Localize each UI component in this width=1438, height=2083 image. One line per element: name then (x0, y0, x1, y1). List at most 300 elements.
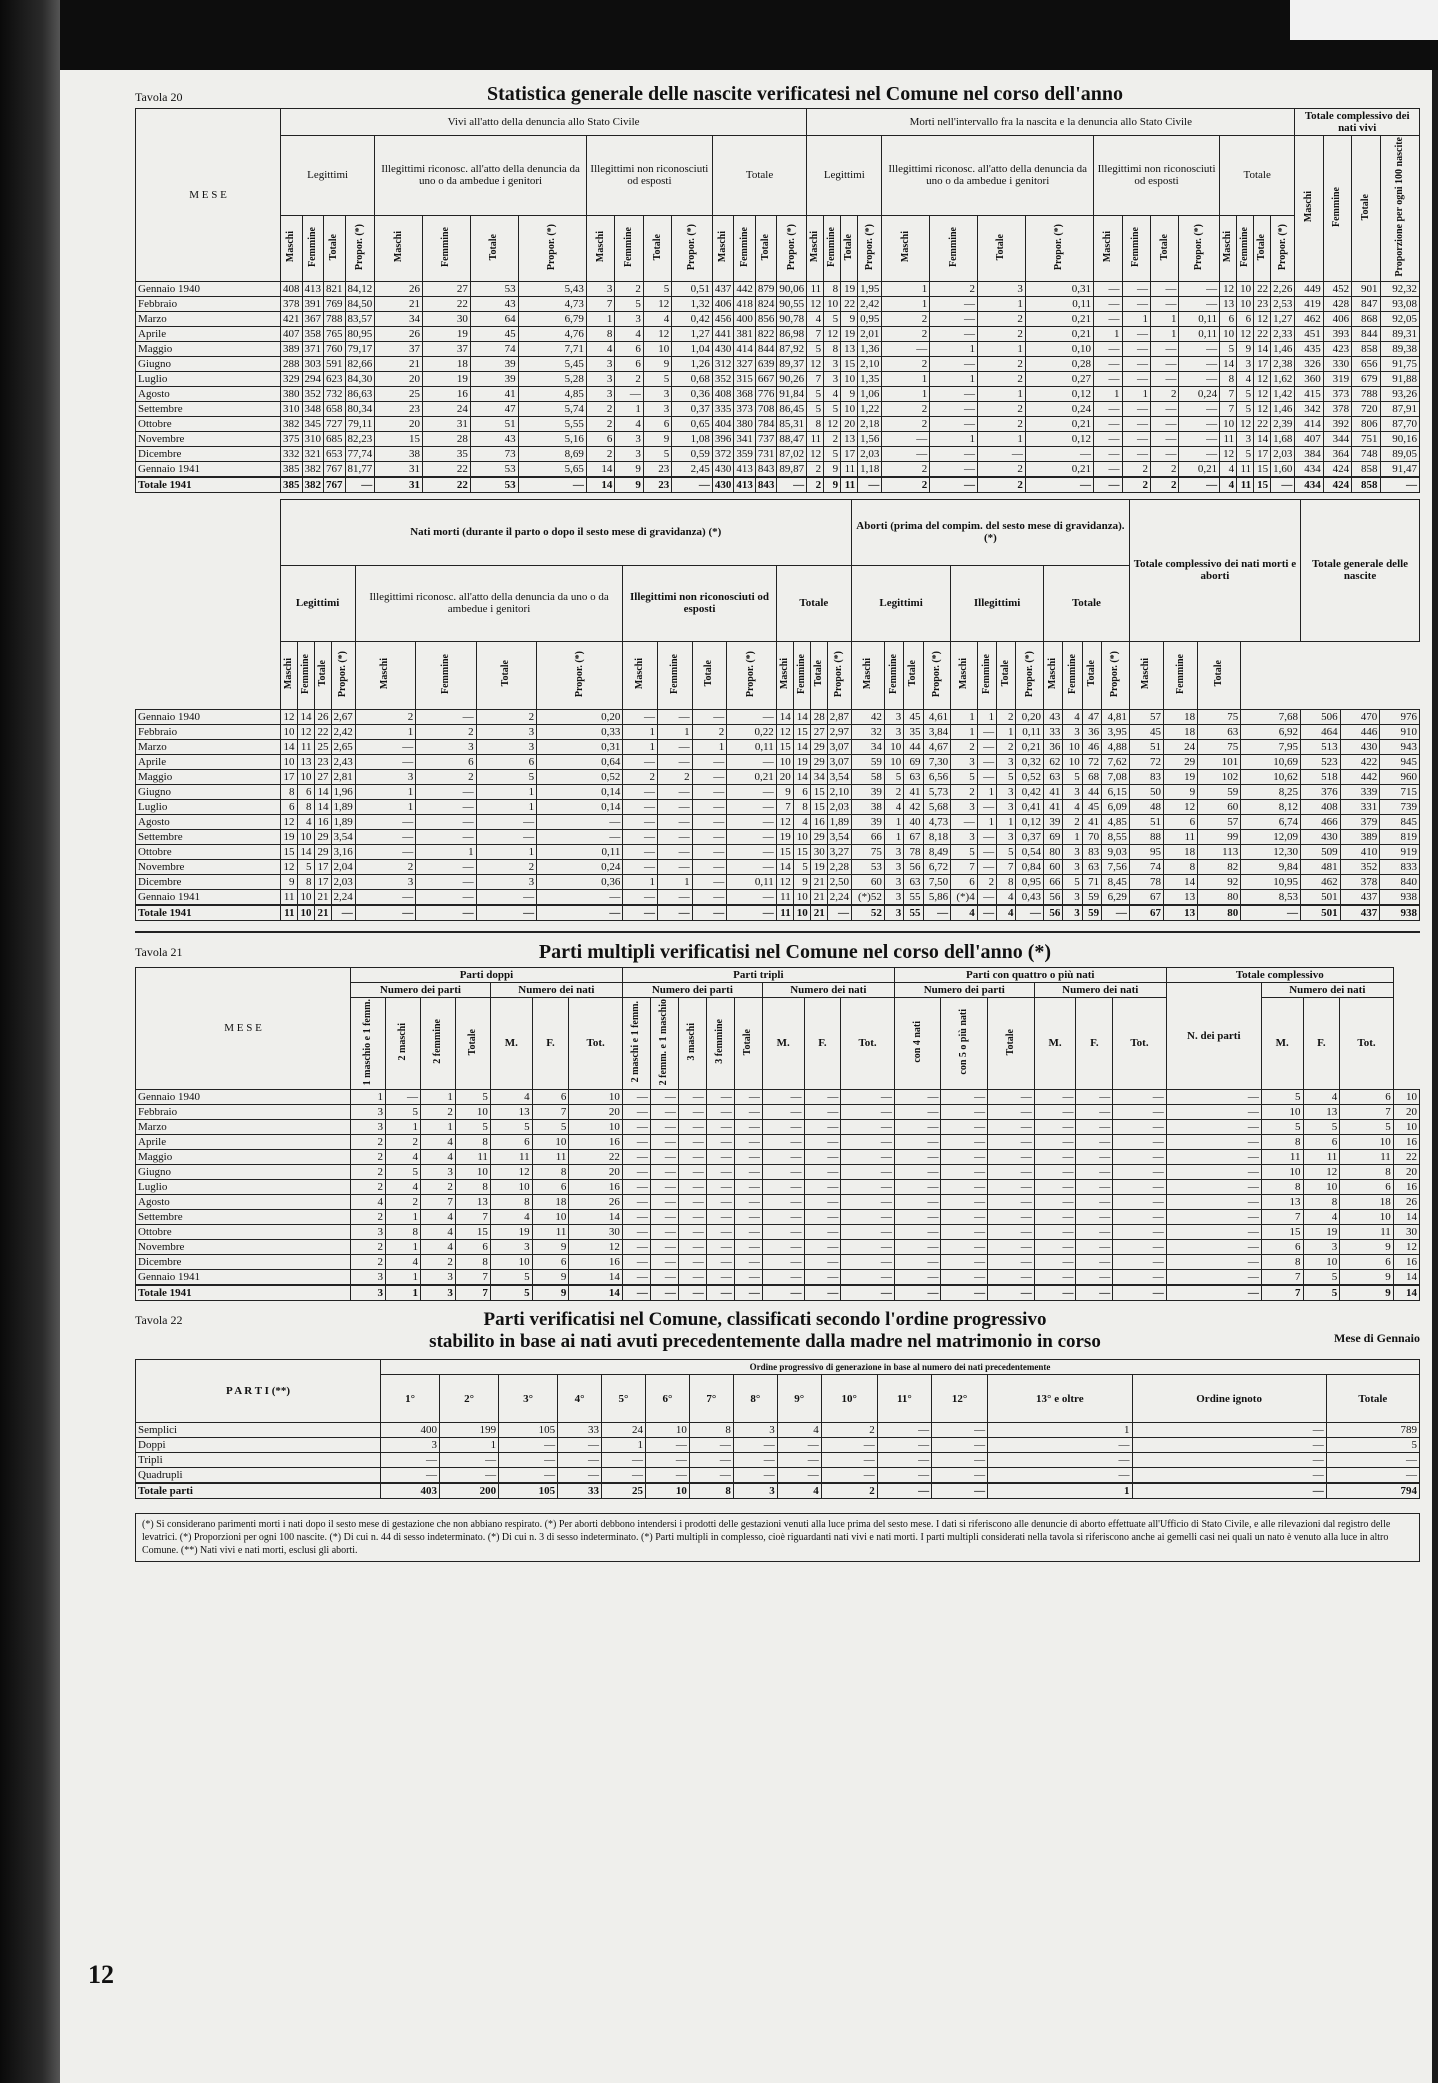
value-cell: 2 (1063, 814, 1082, 829)
value-cell: 0,11 (1179, 326, 1220, 341)
value-cell: 1,89 (331, 814, 355, 829)
value-cell: 760 (324, 341, 346, 356)
value-cell: 15 (793, 724, 810, 739)
value-cell: 0,11 (727, 739, 776, 754)
value-cell: — (692, 754, 727, 769)
value-cell: 3 (351, 1105, 386, 1120)
col-totale: Totale (500, 660, 512, 687)
value-cell: 10 (569, 1090, 623, 1105)
col-tot: Tot. (1340, 997, 1394, 1089)
value-cell: 2 (586, 401, 614, 416)
value-cell: — (706, 1195, 734, 1210)
value-cell: 2 (476, 859, 536, 874)
value-cell: 0,24 (1179, 386, 1220, 401)
col-totale-header (643, 215, 671, 281)
value-cell: 11 (490, 1150, 532, 1165)
value-cell: 9 (615, 461, 643, 477)
value-cell: — (804, 1090, 841, 1105)
value-cell: 71 (1082, 874, 1101, 889)
value-cell: 2 (978, 401, 1026, 416)
table-row (136, 431, 1420, 446)
value-cell: — (930, 446, 978, 461)
value-cell: 423 (1323, 341, 1351, 356)
value-cell: 30 (1393, 1225, 1419, 1240)
total-cell: — (1102, 905, 1130, 921)
value-cell: 2 (1150, 461, 1178, 477)
total-cell: — (804, 1285, 841, 1301)
value-cell: — (623, 889, 658, 905)
total-cell: 11 (776, 905, 793, 921)
value-cell: 22 (841, 296, 858, 311)
value-cell: — (841, 1150, 895, 1165)
value-cell: 15 (810, 784, 827, 799)
value-cell: 11 (297, 739, 314, 754)
value-cell: — (1113, 1180, 1167, 1195)
col-propor: Propor. (*) (745, 650, 757, 697)
value-cell: 1,46 (1271, 401, 1295, 416)
sub-non-riconosciuti: Illegittimi non riconosciuti od esposti (1094, 136, 1220, 216)
month-cell: Novembre (136, 859, 281, 874)
col-femmine: Femmine (795, 653, 807, 694)
value-cell: — (706, 1240, 734, 1255)
value-cell: 2,97 (827, 724, 851, 739)
value-cell: — (762, 1210, 804, 1225)
value-cell: 13 (1220, 296, 1237, 311)
total-cell: 794 (1326, 1483, 1419, 1499)
col-maschi: Maschi (809, 231, 821, 263)
value-cell: 113 (1198, 844, 1241, 859)
value-cell: 44 (1082, 784, 1101, 799)
value-cell: — (734, 1210, 762, 1225)
value-cell: 3 (615, 431, 643, 446)
value-cell: — (416, 829, 476, 844)
value-cell: — (623, 799, 658, 814)
value-cell: 41 (1044, 784, 1063, 799)
value-cell: 9 (841, 311, 858, 326)
col-femmine: Femmine (1130, 226, 1142, 267)
col-maschi: Maschi (899, 231, 911, 263)
value-cell: 5 (1261, 1090, 1303, 1105)
value-cell: 6 (1163, 814, 1197, 829)
value-cell: 63 (1044, 769, 1063, 784)
value-cell: 5,43 (518, 281, 586, 296)
value-cell: 1 (615, 401, 643, 416)
value-cell: — (1113, 1255, 1167, 1270)
numero-parti: Numero dei parti (351, 982, 491, 997)
value-cell: 430 (1340, 739, 1380, 754)
value-cell: — (706, 1120, 734, 1135)
value-cell: 4,73 (923, 814, 951, 829)
value-cell: 2 (476, 709, 536, 724)
col-totale: Totale (1213, 660, 1225, 687)
value-cell: — (706, 1180, 734, 1195)
value-cell: 14 (793, 769, 810, 784)
value-cell: 22 (423, 296, 471, 311)
value-cell: 373 (1323, 386, 1351, 401)
value-cell: — (706, 1255, 734, 1270)
col-totale-header (755, 215, 777, 281)
value-cell: — (1025, 446, 1093, 461)
value-cell: — (977, 754, 996, 769)
value-cell: — (416, 799, 476, 814)
value-cell: — (894, 1180, 941, 1195)
value-cell: 21 (314, 889, 331, 905)
total-cell: 2 (821, 1483, 877, 1499)
value-cell: 10 (1340, 1210, 1394, 1225)
value-cell: 20 (375, 416, 423, 431)
total-cell: — (1271, 477, 1295, 493)
value-cell: 4 (297, 814, 314, 829)
grp-parti-quattro: Parti con quattro o più nati (894, 967, 1166, 982)
sub-legittimi: Legittimi (280, 565, 355, 641)
value-cell: — (706, 1090, 734, 1105)
col-2maschi: 2 maschi (396, 1023, 408, 1061)
value-cell: 6 (280, 799, 297, 814)
value-cell: 2 (416, 769, 476, 784)
table-row (136, 341, 1420, 356)
value-cell: 53 (470, 281, 518, 296)
col-femmine: Femmine (980, 653, 992, 694)
col-femmine: Femmine (299, 653, 311, 694)
value-cell: 2,10 (827, 784, 851, 799)
col-totale: Totale (466, 1028, 478, 1055)
value-cell: 34 (852, 739, 885, 754)
value-cell: 10 (884, 754, 903, 769)
value-cell: 16 (810, 814, 827, 829)
value-cell: 4,76 (518, 326, 586, 341)
value-cell: — (650, 1180, 678, 1195)
value-cell: 8 (532, 1165, 569, 1180)
table-row (136, 1453, 1420, 1468)
value-cell: — (1150, 431, 1178, 446)
value-cell: 8 (280, 784, 297, 799)
t20b-column-row (136, 641, 1420, 709)
value-cell: — (692, 859, 727, 874)
value-cell: — (804, 1240, 841, 1255)
value-cell: — (762, 1135, 804, 1150)
value-cell: 7 (420, 1195, 455, 1210)
grp-vivi: Vivi all'atto della denuncia allo Stato Civile (281, 109, 807, 136)
value-cell: 67 (904, 829, 923, 844)
value-cell: 1,27 (1271, 311, 1295, 326)
value-cell: 10 (1063, 754, 1082, 769)
value-cell: 1 (623, 724, 658, 739)
value-cell: — (932, 1453, 988, 1468)
value-cell: 18 (1163, 709, 1197, 724)
col-propor-header (1025, 215, 1093, 281)
value-cell: 2,10 (858, 356, 882, 371)
value-cell: 92,32 (1380, 281, 1419, 296)
value-cell: — (1150, 341, 1178, 356)
value-cell: 22 (1254, 281, 1271, 296)
value-cell: 2 (821, 1423, 877, 1438)
value-cell: 14 (586, 461, 614, 477)
value-cell: — (777, 1453, 821, 1468)
value-cell: 0,12 (1025, 386, 1093, 401)
value-cell: — (622, 1270, 650, 1286)
value-cell: 6 (476, 754, 536, 769)
value-cell: — (941, 1240, 988, 1255)
value-cell: — (762, 1090, 804, 1105)
value-cell: 79,11 (345, 416, 375, 431)
order-col-header: 4° (558, 1375, 602, 1423)
value-cell: 92 (1198, 874, 1241, 889)
value-cell: 31 (423, 416, 471, 431)
value-cell: — (1179, 431, 1220, 446)
total-cell: 52 (852, 905, 885, 921)
value-cell: — (657, 739, 692, 754)
scan-top-corner (1290, 0, 1438, 40)
total-cell: 2 (1122, 477, 1150, 493)
value-cell: 3,07 (827, 739, 851, 754)
value-cell: 2 (807, 461, 824, 477)
value-cell: 4 (643, 311, 671, 326)
value-cell: 2,67 (331, 709, 355, 724)
total-cell: — (894, 1285, 941, 1301)
total-cell: 2 (978, 477, 1026, 493)
table-row (136, 769, 1420, 784)
month-cell: Settembre (136, 401, 281, 416)
value-cell: 3 (1237, 356, 1254, 371)
value-cell: 442 (1340, 769, 1380, 784)
value-cell: 404 (712, 416, 734, 431)
value-cell: 1 (997, 724, 1016, 739)
value-cell: — (657, 709, 692, 724)
value-cell: — (1150, 356, 1178, 371)
mese-header: M E S E (136, 109, 281, 282)
value-cell: 14 (776, 859, 793, 874)
total-cell: — (858, 477, 882, 493)
value-cell: 39 (470, 356, 518, 371)
value-cell: 4,61 (923, 709, 951, 724)
total-cell: 200 (440, 1483, 499, 1499)
value-cell: — (1034, 1120, 1076, 1135)
value-cell: 4 (1303, 1090, 1340, 1105)
value-cell: 75 (1198, 709, 1241, 724)
value-cell: 1 (882, 296, 930, 311)
value-cell: 5,65 (518, 461, 586, 477)
grp-totale: Totale complessivo dei nati vivi (1295, 109, 1420, 136)
table-row (136, 356, 1420, 371)
value-cell: 10 (490, 1180, 532, 1195)
value-cell: 3 (1063, 844, 1082, 859)
value-cell: 10 (532, 1135, 569, 1150)
col-m: M. (1034, 997, 1076, 1089)
value-cell: — (1094, 446, 1122, 461)
sub-totale: Totale (776, 565, 851, 641)
month-cell: Giugno (136, 356, 281, 371)
total-cell: — (1380, 477, 1419, 493)
value-cell: 8 (1340, 1165, 1394, 1180)
value-cell: — (734, 1165, 762, 1180)
value-cell: — (622, 1180, 650, 1195)
value-cell: 1 (657, 724, 692, 739)
value-cell: 6 (532, 1255, 569, 1270)
value-cell: — (1166, 1180, 1261, 1195)
value-cell: 418 (734, 296, 756, 311)
value-cell: — (941, 1120, 988, 1135)
value-cell: 44 (904, 739, 923, 754)
value-cell: 45 (1082, 799, 1101, 814)
col-maschi-header (281, 215, 303, 281)
col-maschi: Maschi (1101, 231, 1113, 263)
total-cell: — (476, 905, 536, 921)
col-totale-header (1082, 641, 1101, 709)
value-cell: 1,18 (858, 461, 882, 477)
total-cell: 67 (1129, 905, 1163, 921)
value-cell: 8 (1303, 1195, 1340, 1210)
value-cell: 868 (1352, 311, 1380, 326)
col-maschi: Maschi (1140, 658, 1152, 690)
value-cell: 11 (280, 889, 297, 905)
col-femmine-header (297, 641, 314, 709)
value-cell: 8,18 (923, 829, 951, 844)
value-cell: 22 (1254, 326, 1271, 341)
value-cell: 3,95 (1102, 724, 1130, 739)
col-totale: Totale (316, 660, 328, 687)
order-col-header: 12° (932, 1375, 988, 1423)
value-cell: 901 (1352, 281, 1380, 296)
value-cell: 685 (324, 431, 346, 446)
value-cell: 408 (1301, 799, 1341, 814)
value-cell: 840 (1380, 874, 1420, 889)
total-cell: 10 (297, 905, 314, 921)
value-cell: 2 (351, 1240, 386, 1255)
value-cell: 658 (324, 401, 346, 416)
value-cell: 441 (712, 326, 734, 341)
month-cell: Febbraio (136, 1105, 351, 1120)
value-cell: 434 (1295, 461, 1323, 477)
value-cell: — (1122, 296, 1150, 311)
value-cell: 21 (810, 874, 827, 889)
value-cell: 3,84 (923, 724, 951, 739)
value-cell: — (804, 1165, 841, 1180)
value-cell: 10 (1220, 326, 1237, 341)
value-cell: 12 (643, 326, 671, 341)
total-cell: 14 (569, 1285, 623, 1301)
value-cell: 5 (1303, 1120, 1340, 1135)
value-cell: 5,86 (923, 889, 951, 905)
value-cell: 0,21 (1025, 326, 1093, 341)
value-cell: 7 (951, 859, 978, 874)
col-maschi-header (951, 641, 978, 709)
value-cell: 2,45 (672, 461, 713, 477)
value-cell: — (692, 844, 727, 859)
value-cell: 4 (1220, 461, 1237, 477)
value-cell: 19 (841, 326, 858, 341)
value-cell: 12 (1237, 326, 1254, 341)
value-cell: — (894, 1150, 941, 1165)
value-cell: 26 (314, 709, 331, 724)
col-propor: Propor. (*) (686, 223, 698, 270)
value-cell: 14 (1254, 341, 1271, 356)
value-cell: 1 (385, 1210, 420, 1225)
total-cell: 3 (420, 1285, 455, 1301)
value-cell: — (762, 1105, 804, 1120)
value-cell: — (1094, 281, 1122, 296)
mese-header: M E S E (136, 967, 351, 1089)
total-cell: 1 (385, 1285, 420, 1301)
value-cell: 69 (904, 754, 923, 769)
sub-legittimi: Legittimi (807, 136, 882, 216)
value-cell: 34 (375, 311, 423, 326)
value-cell: 1,89 (827, 814, 851, 829)
value-cell: 2,01 (858, 326, 882, 341)
value-cell: 25 (314, 739, 331, 754)
value-cell: — (692, 814, 727, 829)
col-tot: Tot. (1113, 997, 1167, 1089)
col-maschi-header (375, 215, 423, 281)
month-cell: Maggio (136, 1150, 351, 1165)
value-cell: 1 (1063, 829, 1082, 844)
t20b-blank (136, 499, 281, 709)
col-femmine: Femmine (1066, 653, 1078, 694)
value-cell: 335 (712, 401, 734, 416)
value-cell: 2 (882, 356, 930, 371)
total-cell: — (1094, 477, 1122, 493)
value-cell: — (650, 1240, 678, 1255)
table-row (136, 859, 1420, 874)
value-cell: 33 (1044, 724, 1063, 739)
value-cell: 12 (1254, 371, 1271, 386)
col-femmine-header (416, 641, 476, 709)
value-cell: 330 (1323, 356, 1351, 371)
value-cell: — (988, 1270, 1035, 1286)
value-cell: 3 (586, 371, 614, 386)
value-cell: — (762, 1255, 804, 1270)
total-cell: 14 (586, 477, 614, 493)
value-cell: 56 (904, 859, 923, 874)
value-cell: 1 (977, 784, 996, 799)
value-cell: 3 (615, 311, 643, 326)
value-cell: — (734, 1150, 762, 1165)
t20-column-row (136, 215, 1420, 281)
value-cell: 4 (615, 416, 643, 431)
total-cell: — (1034, 1285, 1076, 1301)
value-cell: 15 (1261, 1225, 1303, 1240)
col-femmine: Femmine (306, 226, 318, 267)
value-cell: 5 (1063, 874, 1082, 889)
total-cell: — (345, 477, 375, 493)
value-cell: 1,04 (672, 341, 713, 356)
month-cell: Dicembre (136, 1255, 351, 1270)
value-cell: 5 (1237, 446, 1254, 461)
value-cell: 358 (302, 326, 324, 341)
value-cell: 7,50 (923, 874, 951, 889)
value-cell: — (355, 829, 415, 844)
col-femmine: Femmine (439, 653, 451, 694)
value-cell: 2 (977, 874, 996, 889)
value-cell: 389 (281, 341, 303, 356)
value-cell: — (1122, 401, 1150, 416)
t20-table (135, 108, 1420, 493)
value-cell: 380 (734, 416, 756, 431)
value-cell: — (476, 829, 536, 844)
table-row (136, 371, 1420, 386)
value-cell: 5,73 (923, 784, 951, 799)
value-cell: — (622, 1105, 650, 1120)
value-cell: 2,03 (827, 799, 851, 814)
value-cell: 288 (281, 356, 303, 371)
grp-totale-complessivo: Totale complessivo (1166, 967, 1393, 982)
value-cell: 2 (1150, 386, 1178, 401)
value-cell: — (1166, 1240, 1261, 1255)
value-cell: 87,02 (777, 446, 807, 461)
value-cell: 10 (1393, 1090, 1419, 1105)
col-femmine: Femmine (826, 226, 838, 267)
value-cell: 88,47 (777, 431, 807, 446)
value-cell: — (706, 1210, 734, 1225)
